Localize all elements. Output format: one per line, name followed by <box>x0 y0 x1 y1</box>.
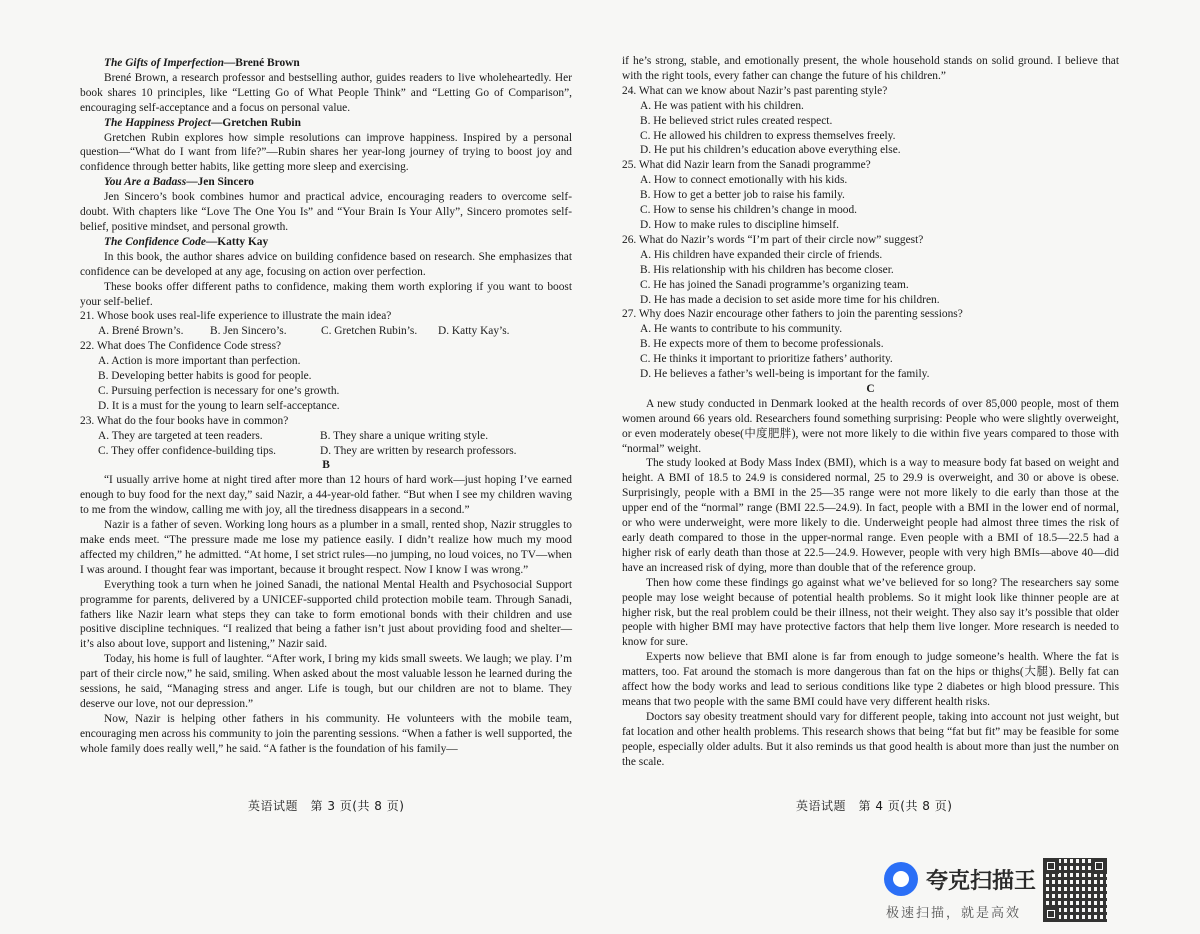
book-title: You Are a Badass <box>104 176 187 189</box>
answer-option: A. He was patient with his children. <box>640 99 804 112</box>
answer-option: D. Katty Kay’s. <box>438 325 510 338</box>
paragraph: Everything took a turn when he joined Sanadi, the national Mental Health and Psychosocial Support programme for parents, delivered by a UNICEF-supported child protection mobile team. Through Sanadi, fathers like Nazir learn what steps they can take to form emotional bonds with their children and use positive discipline techniques. “I realized that being a father isn’t just about providing food and shelter—it’s also about love, support and listening,” Nazir said. <box>80 578 572 651</box>
option-row <box>80 429 572 444</box>
answer-option: C. He thinks it important to prioritize fathers’ authority. <box>640 353 893 366</box>
paragraph: The study looked at Body Mass Index (BMI), which is a way to measure body fat based on weight and height. A BMI of 18.5 to 24.9 is considered normal, 25 to 29.9 is overweight, and 30 or above is obese. Surprisingly, people with a BMI in the 25—35 range were not more likely to die early than those at the upper end of the “normal” range (BMI 22.5—24.9). In fact, people with a BMI in the lower end of normal, or who were underweight, were more likely to die. Underweight people had almost three times the risk of early death compared to those in the upper-normal range. Even people with a BMI of 18.5—22.5 had a higher risk of early death than those at 22.5—24.9. However, people with very high BMIs—above 40—did have an increased risk of dying, more than double that of the reference group. <box>622 457 1119 574</box>
option-row <box>80 324 572 339</box>
scanner-watermark <box>884 858 1037 928</box>
book-heading <box>80 116 572 131</box>
question: 21. Whose book uses real-life experience to illustrate the main idea? <box>80 310 392 323</box>
page-footer-left: 英语试题 第 3 页(共 8 页) <box>248 799 405 813</box>
answer-option: B. They share a unique writing style. <box>320 429 489 442</box>
book-author: —Brené Brown <box>223 57 300 69</box>
question: 26. What do Nazir’s words “I’m part of their circle now” suggest? <box>622 233 924 246</box>
left-page-column <box>80 56 572 757</box>
paragraph: Experts now believe that BMI alone is far from enough to judge someone’s health. Where the fat is matters, too. Fat around the stomach is more dangerous than fat on the hips or thighs(大腿). Belly fat can affect how the body works and lead to serious conditions like type 2 diabetes or high blood pressure. This means that two people with the same BMI could have very different health risks. <box>622 651 1119 708</box>
question: 22. What does The Confidence Code stress? <box>80 340 282 353</box>
book-title: The Confidence Code <box>104 235 206 248</box>
answer-option: C. He allowed his children to express themselves freely. <box>640 129 896 142</box>
answer-option: B. Jen Sincero’s. <box>210 325 287 338</box>
section-label: C <box>866 382 875 395</box>
right-page-column <box>622 54 1119 770</box>
answer-option: B. His relationship with his children has become closer. <box>640 263 894 276</box>
answer-option: D. He believes a father’s well-being is important for the family. <box>640 368 930 381</box>
answer-option: B. How to get a better job to raise his family. <box>640 189 845 202</box>
answer-option: B. He expects more of them to become professionals. <box>640 338 884 351</box>
answer-option: D. How to make rules to discipline himself. <box>640 218 839 231</box>
answer-option: C. He has joined the Sanadi programme’s organizing team. <box>640 278 909 291</box>
answer-option: A. Action is more important than perfection. <box>98 355 301 368</box>
scanner-brand-name: 夸克扫描王 <box>926 869 1037 894</box>
paragraph: Jen Sincero’s book combines humor and practical advice, encouraging readers to overcome self-doubt. With chapters like “Love The One You Is” and “Your Brain Is Your Ally”, Sincero promotes self-belief, positive mindset, and personal growth. <box>80 191 572 233</box>
answer-option: B. He believed strict rules created respect. <box>640 114 833 127</box>
question: 24. What can we know about Nazir’s past parenting style? <box>622 84 888 97</box>
book-heading <box>80 175 572 190</box>
book-heading <box>80 235 572 250</box>
answer-option: D. He has made a decision to set aside more time for his children. <box>640 293 940 306</box>
qr-code-icon <box>1043 858 1107 922</box>
answer-option: D. It is a must for the young to learn self-acceptance. <box>98 399 340 412</box>
book-title: The Gifts of Imperfection <box>104 57 224 69</box>
answer-option: C. Gretchen Rubin’s. <box>321 325 418 338</box>
answer-option: A. They are targeted at teen readers. <box>98 429 263 442</box>
answer-option: D. He put his children’s education above everything else. <box>640 144 901 157</box>
book-title: The Happiness Project <box>104 116 211 129</box>
question: 25. What did Nazir learn from the Sanadi programme? <box>622 159 871 172</box>
answer-option: B. Developing better habits is good for people. <box>98 370 312 383</box>
page-footer-right: 英语试题 第 4 页(共 8 页) <box>796 799 953 813</box>
paragraph: A new study conducted in Denmark looked at the health records of over 85,000 people, most of them women around 66 years old. Researchers found something surprising: People who were slightly overweight, or even moderately obese(中度肥胖), were not more likely to die within five years compared to those with “normal” weight. <box>622 397 1119 455</box>
book-author: —Katty Kay <box>205 235 269 248</box>
book-author: —Jen Sincero <box>186 176 255 189</box>
answer-option: C. How to sense his children’s change in mood. <box>640 204 858 217</box>
question: 23. What do the four books have in common? <box>80 414 289 427</box>
paragraph-continued: if he’s strong, stable, and emotionally present, the whole household stands on solid ground. I believe that with the right tools, every father can change the future of his children.” <box>622 55 1119 82</box>
answer-option: A. He wants to contribute to his community. <box>640 323 843 336</box>
answer-option: A. How to connect emotionally with his kids. <box>640 174 848 187</box>
paragraph: Today, his home is full of laughter. “After work, I bring my kids small sweets. We laugh; we play. I’m part of their circle now,” he said, smiling. When asked about the most valuable lesson he learned during the sessions, he said, “Managing stress and anger. Life is tough, but our children are not to blame. They deserve our love, not our depression.” <box>80 653 572 710</box>
paragraph: Then how come these findings go against what we’ve believed for so long? The researchers say some people may lose weight because of potential health problems. So it might look like thinner people are at higher risk, but the real problem could be their illness, not their weight. They also say it’s possible that older people with higher BMI may have protective factors that help them live longer. More research is needed to know for sure. <box>622 576 1119 649</box>
answer-option: A. His children have expanded their circle of friends. <box>640 248 883 261</box>
option-row <box>80 444 572 459</box>
question: 27. Why does Nazir encourage other fathers to join the parenting sessions? <box>622 308 963 321</box>
paragraph: Brené Brown, a research professor and bestselling author, guides readers to live wholeheartedly. Her book shares 10 principles, like “Letting Go of What People Think” and “Letting Go of Comparison”, encouraging self-acceptance and a focus on personal value. <box>80 71 572 114</box>
paragraph: These books offer different paths to confidence, making them worth exploring if you want to boost your self-belief. <box>80 280 572 308</box>
paragraph: In this book, the author shares advice on building confidence based on research. She emphasizes that confidence can be developed at any age, focusing on action over perfection. <box>80 250 572 278</box>
paragraph: Now, Nazir is helping other fathers in his community. He volunteers with the mobile team, encouraging men across his community to join the parenting sessions. “When a father is well supported, the whole family does really well,” he said. “A father is the foundation of his family— <box>80 712 572 755</box>
section-label: B <box>322 459 330 472</box>
paragraph: Nazir is a father of seven. Working long hours as a plumber in a small, rented shop, Nazir struggles to make ends meet. “The pressure made me lose my patience easily. I didn’t realize how much my mood affected my children,” he admitted. “At home, I set strict rules—no jumping, no loud voices, no TV—when I was around. I thought fear was important, because it brought respect. Now I know I was wrong.” <box>80 519 572 576</box>
scanner-logo-icon <box>884 862 918 896</box>
answer-option: D. They are written by research professors. <box>320 444 517 457</box>
book-heading <box>80 56 572 71</box>
answer-option: A. Brené Brown’s. <box>98 325 184 338</box>
paragraph: “I usually arrive home at night tired after more than 12 hours of hard work—just hoping I’ve earned enough to buy food for the next day,” said Nazir, a 44-year-old father. “But when I see my children waving to me from the window, calling me with joy, all the tiredness disappears in a second.” <box>80 474 572 517</box>
scanner-tagline: 极速扫描，就是高效 <box>886 906 1022 921</box>
answer-option: C. Pursuing perfection is necessary for one’s growth. <box>98 384 340 397</box>
paragraph: Doctors say obesity treatment should vary for different people, taking into account not just weight, but fat location and other health problems. This research shows that being “fat but fit” may be feasible for some people, especially older adults. But it also reminds us that good health is about more than just the number on the scale. <box>622 710 1119 768</box>
paragraph: Gretchen Rubin explores how simple resolutions can improve happiness. Inspired by a personal question—“What do I want from life?”—Rubin shares her year-long journey of trying to boost joy and confidence through better habits, like getting more sleep and exercising. <box>80 131 572 174</box>
book-author: —Gretchen Rubin <box>210 116 301 129</box>
answer-option: C. They offer confidence-building tips. <box>98 444 276 457</box>
